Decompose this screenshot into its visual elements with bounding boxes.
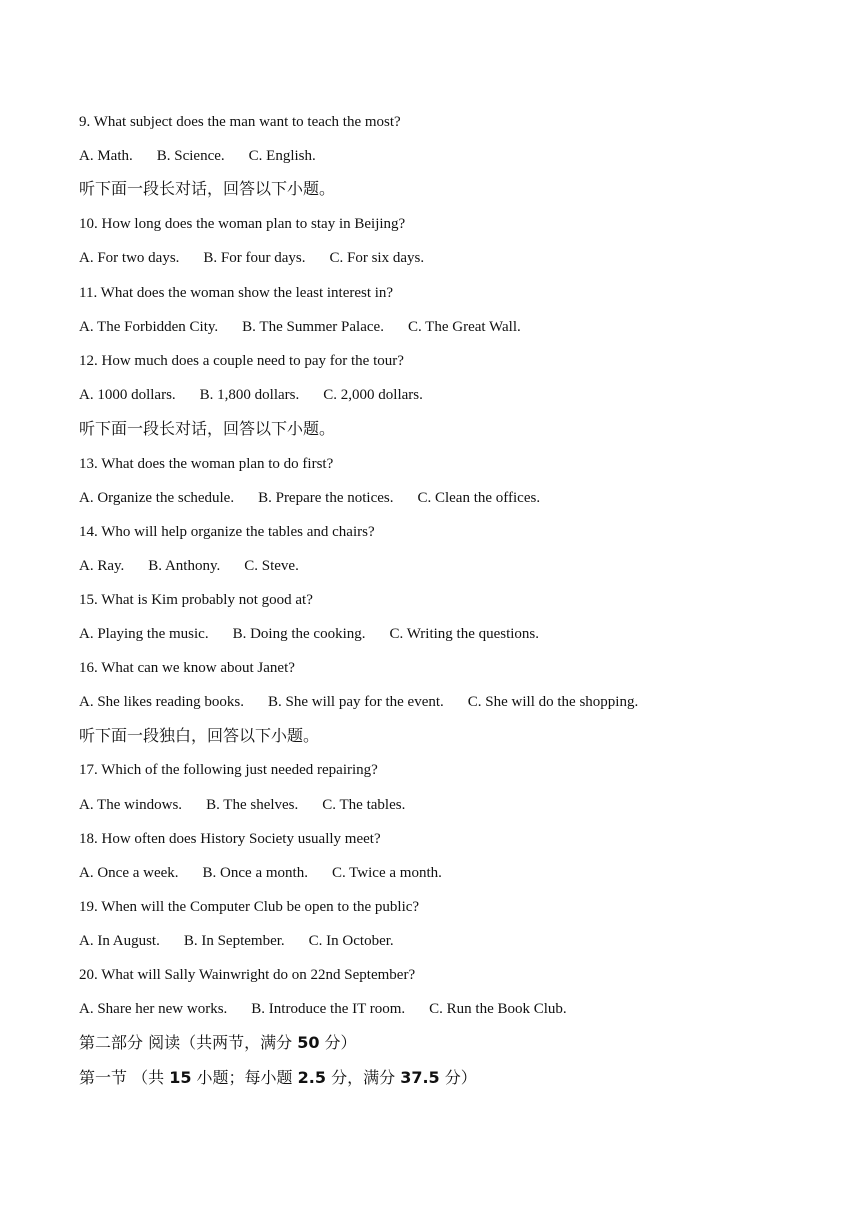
option-c: C. 2,000 dollars. (323, 387, 423, 403)
option-b: B. Doing the cooking. (232, 626, 366, 642)
question-20: 20. What will Sally Wainwright do on 22nd September? (79, 967, 416, 983)
option-c: C. The tables. (322, 797, 406, 813)
option-c: C. The Great Wall. (407, 319, 521, 335)
question-13-options (79, 488, 540, 508)
option-b: B. She will pay for the event. (267, 694, 444, 710)
option-b: B. The Summer Palace. (242, 319, 384, 335)
question-14-options (79, 556, 299, 576)
question-11: 11. What does the woman show the least interest in? (79, 285, 394, 301)
option-c: C. Run the Book Club. (429, 1001, 567, 1017)
section-heading-prefix: 第二部分 阅读（共两节，满分 (79, 1033, 293, 1052)
option-a: A. Playing the music. (79, 626, 209, 642)
option-a: A. For two days. (79, 250, 180, 266)
option-b: B. The shelves. (206, 797, 299, 813)
option-a: A. Once a week. (79, 865, 179, 881)
question-9: 9. What subject does the man want to teach the most? (79, 114, 401, 130)
option-b: B. Prepare the notices. (258, 490, 394, 506)
option-c: C. Writing the questions. (389, 626, 540, 642)
question-16-options (79, 692, 638, 712)
option-a: A. The windows. (79, 797, 183, 813)
option-b: B. Once a month. (202, 865, 308, 881)
question-10-options (79, 248, 424, 268)
section-heading-suffix: 分） (324, 1033, 357, 1052)
option-a: A. She likes reading books. (79, 694, 244, 710)
option-a: A. The Forbidden City. (79, 319, 219, 335)
question-13: 13. What does the woman plan to do first? (79, 456, 334, 472)
option-a: A. In August. (79, 933, 160, 949)
direction-long-dialogue: 听下面一段长对话，回答以下小题。 (79, 179, 336, 198)
question-10: 10. How long does the woman plan to stay in Beijing? (79, 216, 406, 232)
option-a: A. Ray. (79, 558, 125, 574)
question-16: 16. What can we know about Janet? (79, 660, 295, 676)
question-15: 15. What is Kim probably not good at? (79, 592, 313, 608)
option-b: B. Anthony. (148, 558, 221, 574)
section-score: 50 (297, 1033, 320, 1052)
question-11-options (79, 317, 521, 337)
option-c: C. Clean the offices. (417, 490, 541, 506)
option-b: B. 1,800 dollars. (199, 387, 300, 403)
subsection-mid2: 分，满分 (331, 1068, 396, 1087)
option-b: B. Science. (156, 148, 225, 164)
option-a: A. Share her new works. (79, 1001, 228, 1017)
question-19: 19. When will the Computer Club be open to the public? (79, 899, 420, 915)
option-c: C. In October. (308, 933, 394, 949)
subsection-suffix: 分） (444, 1068, 477, 1087)
option-c: C. English. (248, 148, 316, 164)
question-15-options (79, 624, 539, 644)
option-c: C. She will do the shopping. (467, 694, 639, 710)
question-18: 18. How often does History Society usually meet? (79, 831, 381, 847)
direction-long-dialogue: 听下面一段长对话，回答以下小题。 (79, 419, 336, 438)
subsection-prefix: 第一节 （共 (79, 1068, 165, 1087)
question-19-options (79, 931, 394, 951)
option-b: B. In September. (183, 933, 285, 949)
option-b: B. Introduce the IT room. (251, 1001, 406, 1017)
direction-monologue: 听下面一段独白，回答以下小题。 (79, 726, 320, 745)
option-a: A. Math. (79, 148, 133, 164)
points-each: 2.5 (297, 1068, 326, 1087)
question-9-options (79, 146, 316, 166)
points-total: 37.5 (400, 1068, 440, 1087)
subsection-mid1: 小题；每小题 (196, 1068, 293, 1087)
subsection-heading-part1 (79, 1068, 477, 1088)
question-17-options (79, 795, 405, 815)
option-c: C. Twice a month. (331, 865, 442, 881)
question-17: 17. Which of the following just needed repairing? (79, 762, 378, 778)
option-a: A. Organize the schedule. (79, 490, 235, 506)
question-12: 12. How much does a couple need to pay for the tour? (79, 353, 404, 369)
question-18-options (79, 863, 442, 883)
option-a: A. 1000 dollars. (79, 387, 176, 403)
option-c: C. For six days. (329, 250, 425, 266)
question-12-options (79, 385, 423, 405)
question-count: 15 (169, 1068, 192, 1087)
option-b: B. For four days. (203, 250, 306, 266)
question-14: 14. Who will help organize the tables and chairs? (79, 524, 375, 540)
option-c: C. Steve. (244, 558, 299, 574)
section-heading-reading (79, 1033, 357, 1053)
question-20-options (79, 999, 567, 1019)
